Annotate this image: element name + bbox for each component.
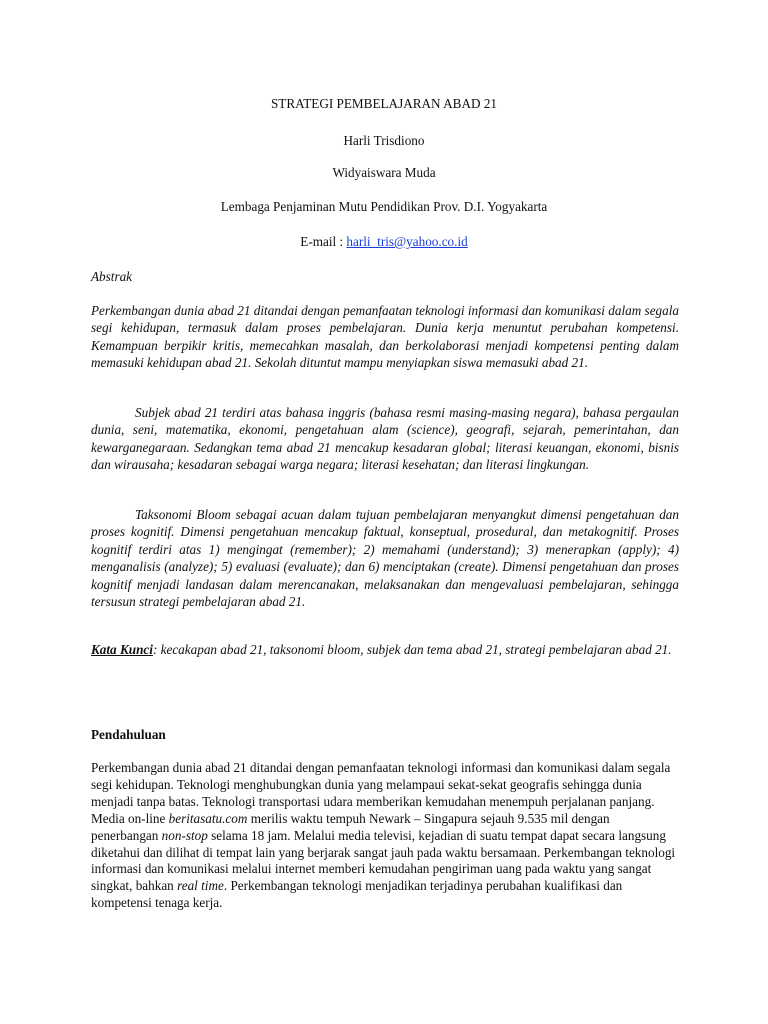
body-text-2: merilis waktu tempuh Newark – Singapura sejauh 9.535 mil dengan penerbangan — [91, 810, 610, 843]
body-text-1: Perkembangan dunia abad 21 ditandai dengan pemanfaatan teknologi informasi dan komunikasi dalam segala segi kehidupan. Teknologi menghubungkan dunia yang melampaui sekat-sekat geografis sehingga dunia menjadi tanpa batas. Teknologi transportasi udara memberikan kemudahan menempuh perjalanan panjang. Media on-line — [91, 760, 671, 826]
body-text-4: . Perkembangan teknologi menjadikan terjadinya perubahan kualifikasi dan kompetensi tenaga kerja. — [91, 878, 623, 911]
email-link[interactable]: harli_tris@yahoo.co.id — [346, 234, 468, 249]
keywords-label: Kata Kunci — [91, 642, 153, 657]
author-name: Harli Trisdiono — [343, 133, 425, 148]
abstract-paragraph-1: Perkembangan dunia abad 21 ditandai dengan pemanfaatan teknologi informasi dan komunikasi dalam segala segi kehidupan, termasuk dalam proses pembelajaran. Dunia kerja menuntut perubahan kompetensi. Kemampuan berpikir kritis, memecahkan masalah, dan berkolaborasi menjadi kompetensi penting dalam memasuki kehidupan abad 21. Sekolah dituntut mampu menyiapkan siswa memasuki abad 21. — [91, 303, 679, 371]
body-italic-source: beritasatu.com — [168, 810, 248, 826]
institution: Lembaga Penjaminan Mutu Pendidikan Prov. D.I. Yogyakarta — [220, 199, 548, 214]
body-text-3: selama 18 jam. Melalui media televisi, kejadian di suatu tempat dapat secara langsung diketahui dan dilihat di tempat lain yang berjarak sangat jauh pada waktu bersamaan. Perkembangan teknologi informasi dan komunikasi melalui internet memberi kemudahan pengiriman uang pada waktu yang sangat singkat, bahkan — [91, 827, 676, 894]
body-italic-nonstop: non-stop — [161, 827, 208, 843]
section-title: Pendahuluan — [91, 727, 166, 742]
keywords-text: : kecakapan abad 21, taksonomi bloom, subjek dan tema abad 21, strategi pembelajaran abad 21. — [152, 642, 672, 657]
abstract-paragraph-3: Taksonomi Bloom sebagai acuan dalam tujuan pembelajaran menyangkut dimensi pengetahuan dan proses kognitif. Dimensi pengetahuan mencakup faktual, konseptual, prosedural, dan metakognitif. Proses kognitif terdiri atas 1) mengingat (remember); 2) memahami (understand); 3) menerapkan (apply); 4) menganalisis (analyze); 5) evaluasi (evaluate); dan 6) menciptakan (create). Dimensi pengetahuan dan proses kognitif menjadi landasan dalam merencanakan, melaksanakan dan mengevaluasi pembelajaran, sehingga tersusun strategi pembelajaran abad 21. — [91, 507, 679, 610]
doc-title: STRATEGI PEMBELAJARAN ABAD 21 — [270, 96, 498, 111]
body-paragraph-1 — [91, 760, 679, 912]
abstract-label: Abstrak — [91, 269, 133, 284]
abstract-paragraph-2: Subjek abad 21 terdiri atas bahasa inggris (bahasa resmi masing-masing negara), bahasa pergaulan dunia, seni, matematika, ekonomi, pengetahuan alam (science), geografi, sejarah, pemerintahan, dan kewarganegaraan. Sedangkan tema abad 21 mencakup kesadaran global; literasi keuangan, ekonomi, bisnis dan wirausaha; kesadaran sebagai warga negara; literasi kesehatan; dan literasi lingkungan. — [91, 405, 679, 473]
email-label: E-mail : — [300, 234, 347, 249]
email-line — [0, 234, 768, 250]
author-role: Widyaiswara Muda — [332, 165, 436, 180]
body-italic-realtime: real time — [177, 878, 224, 894]
keywords — [91, 641, 679, 658]
